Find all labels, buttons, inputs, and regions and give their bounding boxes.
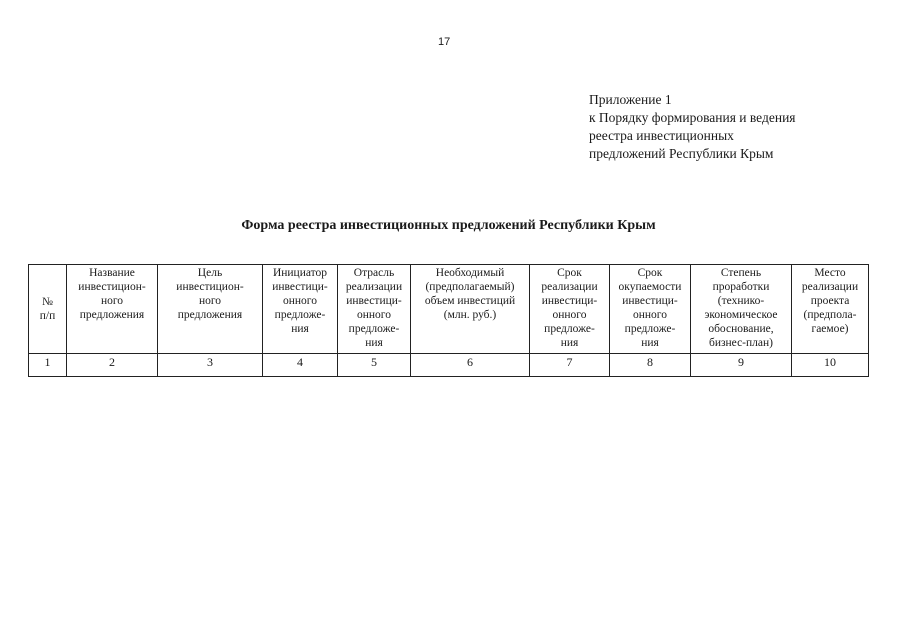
appendix-note	[589, 91, 796, 163]
header-cell-name: Название инвестицион- ного предложения	[67, 265, 158, 354]
form-title: Форма реестра инвестиционных предложений Республики Крым	[241, 218, 656, 233]
page-number: 17	[438, 36, 451, 48]
header-cell-initiator: Инициатор инвестици- онного предложе- ния	[263, 265, 338, 354]
table-cell: 3	[158, 354, 263, 377]
appendix-line: Приложение 1	[589, 92, 672, 107]
table-cell: 5	[338, 354, 411, 377]
header-cell-elaboration-degree: Степень проработки (технико- экономическое обоснование, бизнес-план)	[691, 265, 792, 354]
table-cell: 8	[610, 354, 691, 377]
header-cell-goal: Цель инвестицион- ного предложения	[158, 265, 263, 354]
header-cell-investment-volume: Необходимый (предполагаемый) объем инвестиций (млн. руб.)	[411, 265, 530, 354]
table-header-row	[29, 265, 869, 354]
table-row	[29, 354, 869, 377]
table-cell: 9	[691, 354, 792, 377]
table-cell: 10	[792, 354, 869, 377]
header-cell-number: № п/п	[29, 265, 67, 354]
table-cell: 4	[263, 354, 338, 377]
header-cell-industry: Отрасль реализации инвестици- онного предложе- ния	[338, 265, 411, 354]
table-cell: 1	[29, 354, 67, 377]
header-cell-payback-period: Срок окупаемости инвестици- онного предложе- ния	[610, 265, 691, 354]
registry-table	[28, 264, 869, 377]
header-cell-implementation-period: Срок реализации инвестици- онного предложе- ния	[530, 265, 610, 354]
table-cell: 2	[67, 354, 158, 377]
header-cell-location: Место реализации проекта (предпола- гаемое)	[792, 265, 869, 354]
appendix-line: предложений Республики Крым	[589, 146, 774, 161]
table-cell: 7	[530, 354, 610, 377]
appendix-line: реестра инвестиционных	[589, 128, 734, 143]
appendix-line: к Порядку формирования и ведения	[589, 110, 796, 125]
table-cell: 6	[411, 354, 530, 377]
